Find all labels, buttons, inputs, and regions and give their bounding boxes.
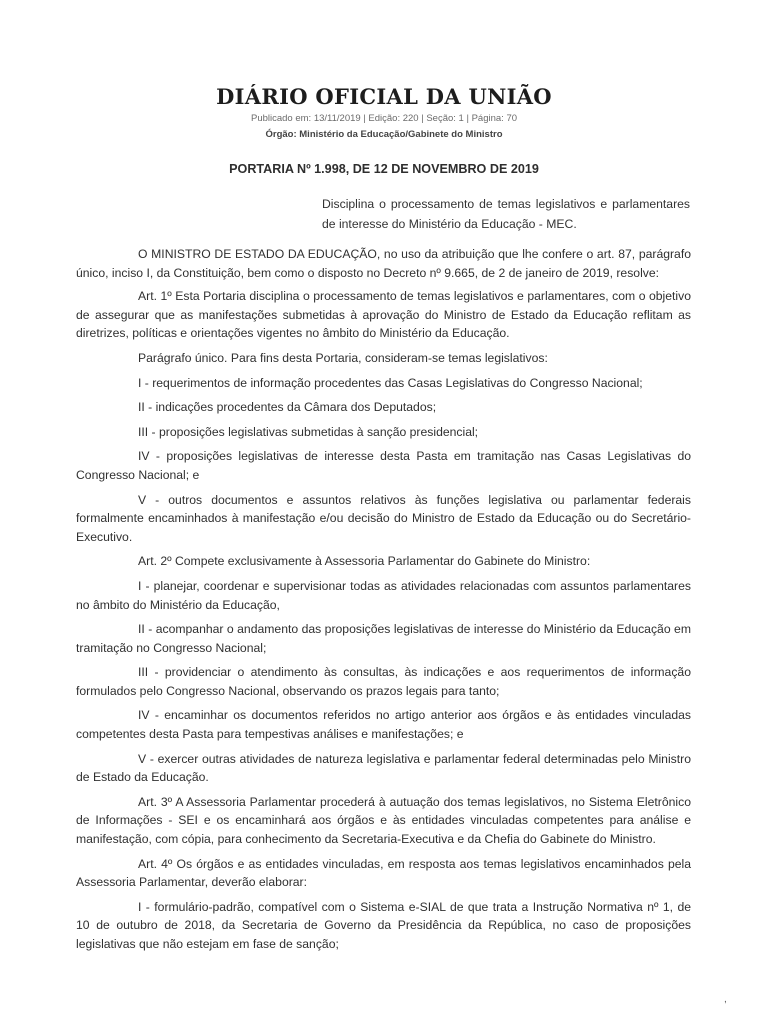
paragraph-art2-item-v: V - exercer outras atividades de natureza legislativa e parlamentar federal determinadas pelo Ministro de Estado da Educação.	[76, 751, 691, 785]
paragraph-art4-item-i: I - formulário-padrão, compatível com o Sistema e-SIAL de que trata a Instrução Normativa nº 1, de 10 de outubro de 2018, da Secretaria de Governo da Presidência da República, no caso de proposições legislativas que não estejam em fase de sanção;	[76, 899, 691, 951]
paragraph-art1-item-i: I - requerimentos de informação procedentes das Casas Legislativas do Congresso Nacional;	[138, 375, 643, 390]
portaria-title: PORTARIA Nº 1.998, DE 12 DE NOVEMBRO DE 2019	[229, 162, 539, 176]
paragraph-art3: Art. 3º A Assessoria Parlamentar procederá à autuação dos temas legislativos, no Sistema Eletrônico de Informações - SEI e os encaminhará aos órgãos e às entidades vinculadas competentes para análise e manifestação, com cópia, para conhecimento da Secretaria-Executiva e da Chefia do Gabinete do Ministro.	[76, 794, 691, 847]
publication-info: Publicado em: 13/11/2019 | Edição: 220 | Seção: 1 | Página: 70	[250, 113, 518, 124]
paragraph-art1-item-ii: II - indicações procedentes da Câmara dos Deputados;	[138, 400, 437, 415]
paragraph-art1-sole: Parágrafo único. Para fins desta Portaria, consideram-se temas legislativos:	[138, 350, 548, 365]
masthead-title: DIÁRIO OFICIAL DA UNIÃO	[216, 84, 552, 109]
paragraph-art2-item-i: I - planejar, coordenar e supervisionar todas as atividades relacionadas com assuntos parlamentares no âmbito do Ministério da Educação,	[76, 578, 691, 612]
paragraph-art1: Art. 1º Esta Portaria disciplina o processamento de temas legislativos e parlamentares, com o objetivo de assegurar que as manifestações submetidas à aprovação do Ministro de Estado da Educação reflitam as diretrizes, políticas e orientações vigentes no âmbito do Ministério da Educação.	[76, 289, 691, 341]
paragraph-art1-item-iii: III - proposições legislativas submetidas à sanção presidencial;	[138, 424, 479, 439]
document-body	[76, 245, 691, 960]
orgao-value: Ministério da Educação/Gabinete do Ministro	[299, 129, 503, 140]
paragraph-art2: Art. 2º Compete exclusivamente à Assessoria Parlamentar do Gabinete do Ministro:	[138, 554, 591, 569]
paragraph-preamble: O MINISTRO DE ESTADO DA EDUCAÇÃO, no uso da atribuição que lhe confere o art. 87, parágrafo único, inciso I, da Constituição, bem como o disposto no Decreto nº 9.665, de 2 de janeiro de 2019, resolve:	[76, 247, 691, 280]
paragraph-art2-item-iii: III - providenciar o atendimento às consultas, às indicações e aos requerimentos de informação formulados pelo Congresso Nacional, observando os prazos legais para tanto;	[76, 665, 691, 698]
paragraph-art1-item-v: V - outros documentos e assuntos relativos às funções legislativa ou parlamentar federais formalmente encaminhados à manifestação e/ou decisão do Ministro de Estado da Educação ou do Secretário-Executivo.	[76, 492, 691, 544]
ementa: Disciplina o processamento de temas legislativos e parlamentares de interesse do Ministério da Educação - MEC.	[322, 197, 690, 231]
paragraph-art2-item-iv: IV - encaminhar os documentos referidos no artigo anterior aos órgãos e às entidades vinculadas competentes desta Pasta para tempestivas análises e manifestações; e	[76, 708, 691, 742]
paragraph-art2-item-ii: II - acompanhar o andamento das proposições legislativas de interesse do Ministério da Educação em tramitação no Congresso Nacional;	[76, 622, 691, 655]
orgao-line	[0, 129, 768, 140]
paragraph-art1-item-iv: IV - proposições legislativas de interesse desta Pasta em tramitação nas Casas Legislativas do Congresso Nacional; e	[76, 449, 691, 482]
orgao-label: Órgão:	[265, 129, 297, 140]
paragraph-art4: Art. 4º Os órgãos e as entidades vinculadas, em resposta aos temas legislativos encaminhados pela Assessoria Parlamentar, deverão elaborar:	[76, 856, 691, 890]
footer-mark: ,	[724, 994, 727, 1005]
